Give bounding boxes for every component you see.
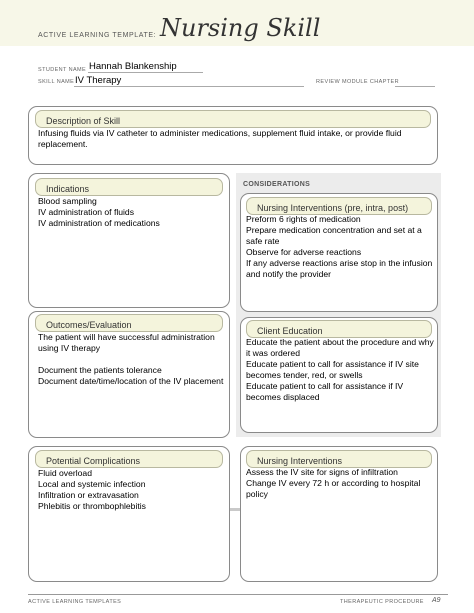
interventions-title: Nursing Interventions [246, 450, 432, 468]
skill-name-label: SKILL NAME [38, 79, 75, 85]
complications-body[interactable]: Fluid overload Local and systemic infection Infiltration or extravasation Phlebitis or thrombophlebitis [38, 468, 146, 511]
review-module-underline [395, 86, 435, 87]
client-education-body[interactable]: Educate the patient about the procedure and why it was ordered Educate patient to call for assistance if IV site becomes tender, red, or swells Educate patient to call for assistance if IV becomes displaced [246, 337, 434, 402]
interventions-phase-body[interactable]: Preform 6 rights of medication Prepare medication concentration and set at a safe rate Observe for adverse reactions If any adverse reactions arise stop in the infusion and notify the provider [246, 214, 433, 279]
client-education-title: Client Education [246, 320, 432, 338]
indications-title: Indications [35, 178, 223, 196]
description-title: Description of Skill [35, 110, 431, 128]
outcomes-title: Outcomes/Evaluation [35, 314, 223, 332]
considerations-label: CONSIDERATIONS [243, 181, 311, 188]
page-number: A9 [432, 597, 441, 604]
interventions-body[interactable]: Assess the IV site for signs of infiltration Change IV every 72 h or according to hospital policy [246, 467, 421, 499]
complications-title: Potential Complications [35, 450, 223, 468]
footer-right: THERAPEUTIC PROCEDURE [340, 599, 424, 605]
student-name-value[interactable]: Hannah Blankenship [89, 61, 177, 72]
student-name-label: STUDENT NAME [38, 67, 87, 73]
review-module-label: REVIEW MODULE CHAPTER [316, 79, 399, 85]
interventions-phase-title: Nursing Interventions (pre, intra, post) [246, 197, 432, 215]
outcomes-body[interactable]: The patient will have successful administration using IV therapy Document the patients tolerance Document date/time/location of the IV placement [38, 332, 224, 386]
indications-body[interactable]: Blood sampling IV administration of fluids IV administration of medications [38, 196, 160, 228]
footer-left: ACTIVE LEARNING TEMPLATES [28, 599, 122, 605]
skill-name-value[interactable]: IV Therapy [75, 75, 122, 86]
description-body[interactable]: Infusing fluids via IV catheter to administer medications, supplement fluid intake, or provide fluid replacement. [38, 128, 402, 149]
skill-name-underline [74, 86, 304, 87]
student-name-underline [88, 72, 203, 73]
template-prefix: ACTIVE LEARNING TEMPLATE: [38, 32, 157, 39]
template-title: Nursing Skill [160, 14, 321, 42]
footer-rule [28, 594, 448, 595]
